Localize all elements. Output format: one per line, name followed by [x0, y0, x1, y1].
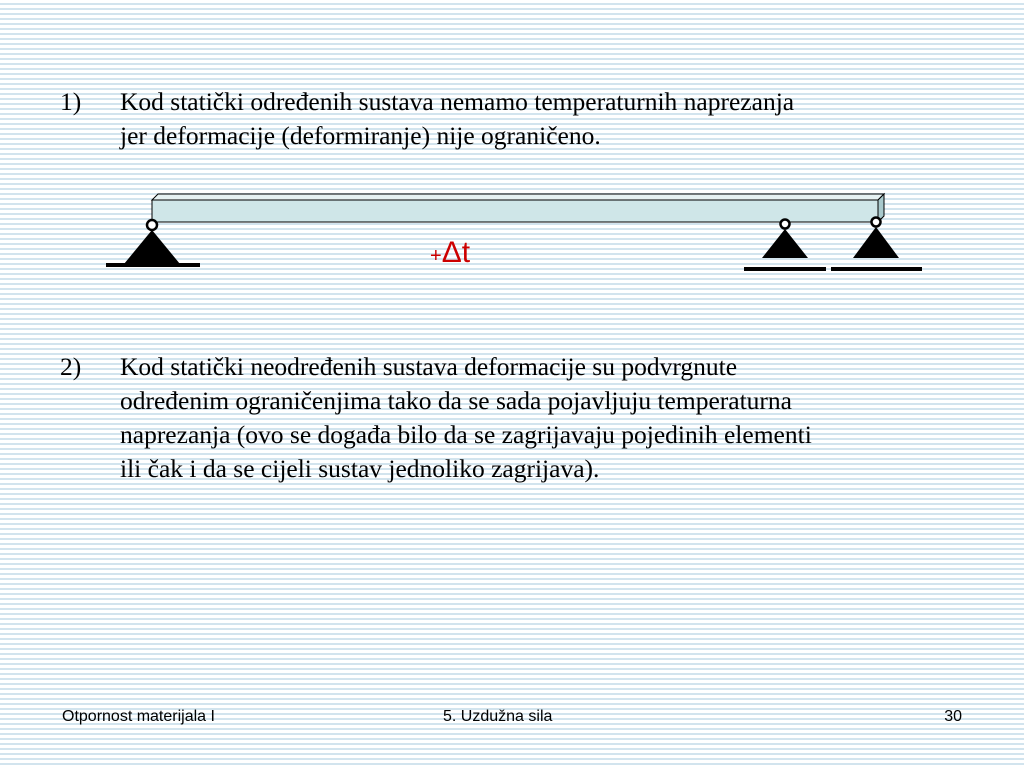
support-triangle-icon [762, 229, 808, 258]
footer-chapter-title: 5. Uzdužna sila [443, 708, 553, 725]
left-pinned-support [106, 220, 200, 265]
item-number: 1) [60, 87, 82, 116]
list-item-1 [60, 85, 980, 153]
right-roller-support [831, 218, 922, 270]
temperature-plus: + [430, 245, 442, 267]
item-text-line: ili čak i da se cijeli sustav jednoliko zagrijava). [120, 454, 600, 483]
beam-front-face [152, 200, 878, 222]
item-text-line: Kod statički neodređenih sustava deformacije su podvrgnute [120, 352, 738, 381]
support-triangle-icon [124, 230, 180, 264]
item-text-line: naprezanja (ovo se događa bilo da se zagrijavaju pojedinih elementi [120, 420, 812, 449]
temperature-delta: Δt [441, 236, 471, 269]
beam [152, 194, 884, 222]
list-item-2 [60, 350, 980, 486]
support-triangle-icon [853, 227, 899, 258]
footer-course-title: Otpornost materijala I [62, 708, 215, 725]
hinge-icon [872, 218, 881, 227]
item-text-line: Kod statički određenih sustava nemamo temperaturnih naprezanja [120, 87, 795, 116]
beam-diagram [0, 180, 1024, 290]
middle-roller-support [744, 220, 826, 270]
temperature-change-label [430, 236, 470, 270]
hinge-icon [781, 220, 790, 229]
footer-page-number: 30 [944, 708, 962, 725]
hinge-icon [147, 220, 157, 230]
beam-top-face [152, 194, 884, 200]
item-text-line: određenim ograničenjima tako da se sada pojavljuju temperaturna [120, 386, 792, 415]
item-text-line: jer deformacije (deformiranje) nije ograničeno. [120, 121, 601, 150]
item-number: 2) [60, 352, 82, 381]
